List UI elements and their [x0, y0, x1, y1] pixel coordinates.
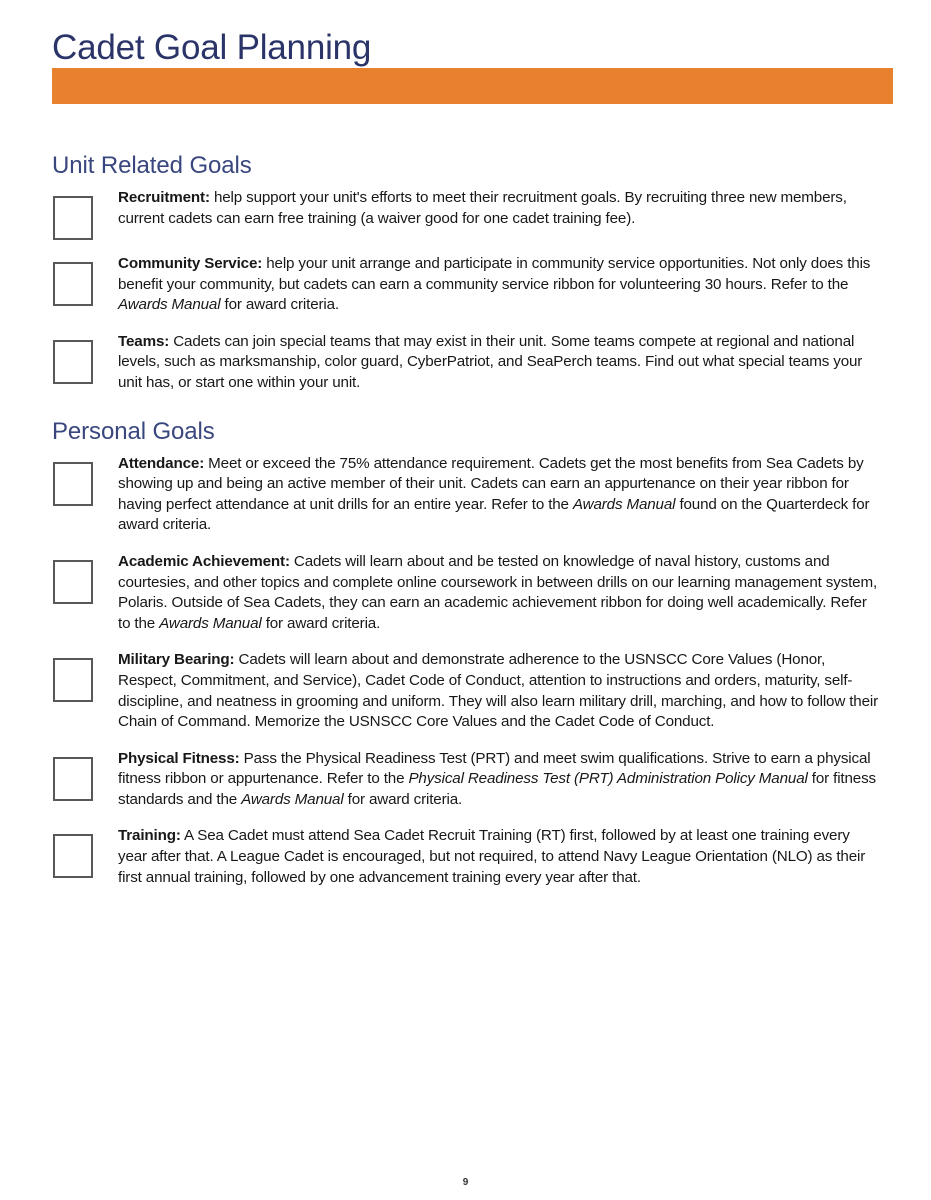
section-personal-goals	[0, 416, 931, 889]
goal-text-emphasis: Awards Manual	[159, 614, 262, 632]
checkbox-teams[interactable]	[53, 340, 93, 384]
goal-text	[118, 552, 880, 634]
goal-text-run: Cadets can join special teams that may exist in their unit. Some teams compete at regional and national levels, such as marksmanship, color guard, CyberPatriot, and SeaPerch teams. Find out what special teams your unit has, or start one within your unit.	[118, 332, 863, 391]
checkbox-physical-fitness[interactable]	[53, 757, 93, 801]
goal-label: Attendance:	[118, 454, 205, 472]
goal-text-run: Cadets will learn about and demonstrate adherence to the USNSCC Core Values (Honor, Respect, Commitment, and Service), Cadet Code of Conduct, attention to instructions and orders, maturity, self-discipline, and neatness in grooming and uniform. They will also learn military drill, marching, and how to follow their Chain of Command. Memorize the USNSCC Core Values and the Cadet Code of Conduct.	[118, 651, 879, 731]
page-number: 9	[462, 1177, 469, 1188]
goal-text	[118, 332, 880, 394]
goal-text-run: help your unit arrange and participate in community service opportunities. Not only does this benefit your community, but cadets can earn a community service ribbon for volunteering 30 hours. Refer to the	[118, 255, 871, 293]
goal-text-emphasis: Awards Manual	[241, 790, 344, 808]
goal-text-run: Meet or exceed the 75% attendance requirement. Cadets get the most benefits from Sea Cadets by showing up and being an active member of their unit. Cadets can earn an appurtenance on their year ribbon for having perfect attendance at unit drills for an entire year. Refer to the	[118, 454, 864, 513]
section-heading: Unit Related Goals	[52, 152, 252, 179]
goal-text-run: for award criteria.	[343, 790, 463, 808]
goal-label: Academic Achievement:	[118, 552, 290, 570]
goal-text-run: Cadets will learn about and be tested on knowledge of naval history, customs and courtesies, and other topics and complete online coursework in between drills on our learning management system, Polaris. Outside of Sea Cadets, they can earn an academic achievement ribbon for doing well academically. Refer to the	[118, 552, 878, 632]
goal-text-run: Pass the Physical Readiness Test (PRT) and meet swim qualifications. Strive to earn a physical fitness ribbon or appurtenance. Refer to the	[118, 749, 871, 788]
goal-item-physical-fitness	[0, 749, 931, 811]
checkbox-training[interactable]	[53, 834, 93, 878]
section-unit-related-goals	[0, 150, 931, 394]
goal-text	[118, 650, 880, 732]
goal-item-academic-achievement	[0, 552, 931, 634]
goal-item-training	[0, 826, 931, 888]
goal-text-run: for award criteria.	[220, 296, 339, 314]
goal-label: Physical Fitness:	[118, 749, 240, 767]
goal-text-run: help support your unit's efforts to meet their recruitment goals. By recruiting three new members, current cadets can earn free training (a waiver good for one cadet training fee).	[118, 189, 847, 227]
goal-label: Community Service:	[118, 255, 263, 272]
goal-item-teams	[0, 332, 931, 394]
checkbox-recruitment[interactable]	[53, 196, 93, 240]
section-heading: Personal Goals	[52, 417, 215, 445]
goal-item-recruitment	[0, 188, 931, 238]
goal-text-run: for fitness standards and the	[118, 770, 876, 808]
checkbox-community-service[interactable]	[53, 262, 93, 306]
goal-item-attendance	[0, 454, 931, 536]
goal-text	[118, 454, 880, 536]
goal-text-run: found on the Quarterdeck for award criteria.	[118, 495, 870, 534]
goal-text-run: for award criteria.	[261, 614, 381, 632]
goal-text	[118, 188, 880, 229]
checkbox-military-bearing[interactable]	[53, 658, 93, 702]
goal-text-emphasis: Physical Readiness Test (PRT) Administration Policy Manual	[408, 770, 808, 788]
goal-text-run: A Sea Cadet must attend Sea Cadet Recruit Training (RT) first, followed by at least one training every year after that. A League Cadet is encouraged, but not required, to attend Navy League Orientation (NLO) as their first annual training, followed by one advancement training every year after that.	[118, 827, 866, 886]
accent-bar	[52, 68, 893, 104]
goals-content	[0, 150, 931, 904]
goal-label: Recruitment:	[118, 189, 210, 206]
goal-text	[118, 749, 880, 811]
goal-label: Military Bearing:	[118, 651, 235, 669]
checkbox-academic-achievement[interactable]	[53, 560, 93, 604]
checkbox-attendance[interactable]	[53, 462, 93, 506]
goal-item-community-service	[0, 254, 931, 316]
goal-text-emphasis: Awards Manual	[572, 495, 676, 513]
goal-text	[118, 254, 880, 316]
goal-label: Teams:	[118, 332, 170, 350]
page-title: Cadet Goal Planning	[52, 28, 372, 68]
goal-label: Training:	[118, 827, 181, 845]
goal-text-emphasis: Awards Manual	[118, 296, 221, 314]
goal-item-military-bearing	[0, 650, 931, 732]
goal-text	[118, 826, 880, 888]
